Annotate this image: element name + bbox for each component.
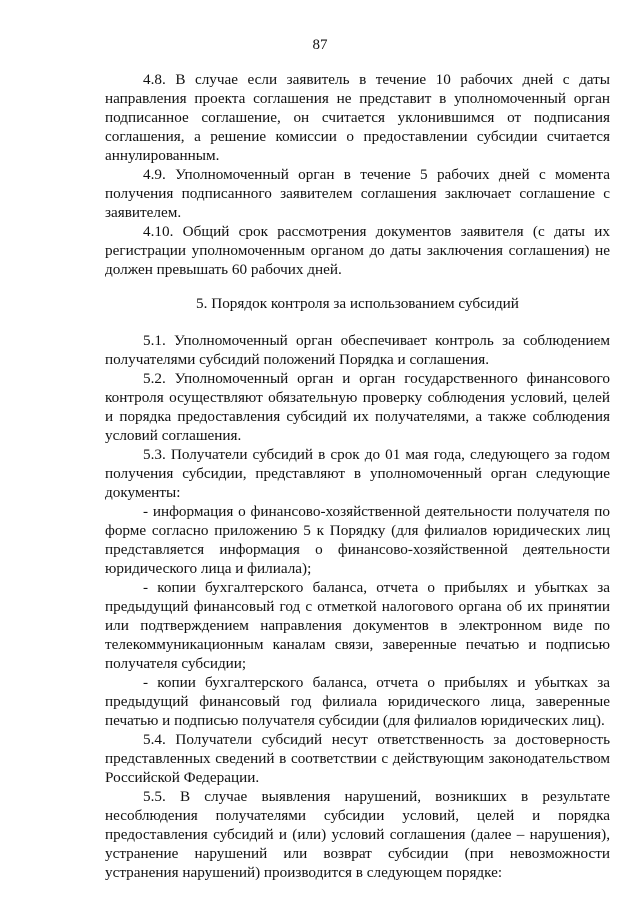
paragraph-4-10: 4.10. Общий срок рассмотрения документов заявителя (с даты их регистрации уполномоченным органом до даты заключения соглашения) не должен превышать 60 рабочих дней. — [105, 223, 610, 278]
paragraph-4-9: 4.9. Уполномоченный орган в течение 5 рабочих дней с момента получения подписанного заявителем соглашения заключает соглашение с заявителем. — [105, 166, 610, 221]
paragraph-5-5: 5.5. В случае выявления нарушений, возникших в результате несоблюдения получателями субсидии условий, целей и порядка предоставления субсидий и (или) условий соглашения (далее – нарушения), устранение нарушений или возврат субсидии (при невозможности устранения нарушений) производится в следующем порядке: — [105, 788, 610, 881]
paragraph-5-4: 5.4. Получатели субсидий несут ответственность за достоверность представленных сведений в соответствии с действующим законодательством Российской Федерации. — [105, 731, 610, 786]
list-item-financial-info: - информация о финансово-хозяйственной деятельности получателя по форме согласно приложению 5 к Порядку (для филиалов юридических лиц представляется информация о финансово-хозяйственной деятельности юридического лица и филиала); — [105, 503, 610, 577]
list-item-branch-balance-copies: - копии бухгалтерского баланса, отчета о прибылях и убытках за предыдущий финансовый год филиала юридического лица, заверенные печатью и подписью получателя субсидии (для филиалов юридических лиц). — [105, 674, 610, 729]
list-item-balance-copies: - копии бухгалтерского баланса, отчета о прибылях и убытках за предыдущий финансовый год с отметкой налогового органа об их принятии или подтверждением направления документов в электронном виде по телекоммуникационным каналам связи, заверенные печатью и подписью получателя субсидии; — [105, 579, 610, 672]
section-heading: 5. Порядок контроля за использованием субсидий — [196, 295, 519, 312]
document-body — [105, 70, 610, 882]
page-number: 87 — [312, 37, 328, 53]
paragraph-5-3: 5.3. Получатели субсидий в срок до 01 мая года, следующего за годом получения субсидии, представляют в уполномоченный орган следующие документы: — [105, 446, 610, 501]
paragraph-5-2: 5.2. Уполномоченный орган и орган государственного финансового контроля осуществляют обязательную проверку соблюдения условий, целей и порядка предоставления субсидий их получателями, а также соблюдения условий соглашения. — [105, 370, 610, 444]
paragraph-4-8: 4.8. В случае если заявитель в течение 10 рабочих дней с даты направления проекта соглашения не представит в уполномоченный орган подписанное соглашение, он считается уклонившимся от подписания соглашения, а решение комиссии о предоставлении субсидии считается аннулированным. — [105, 71, 610, 164]
paragraph-5-1: 5.1. Уполномоченный орган обеспечивает контроль за соблюдением получателями субсидий положений Порядка и соглашения. — [105, 332, 610, 368]
